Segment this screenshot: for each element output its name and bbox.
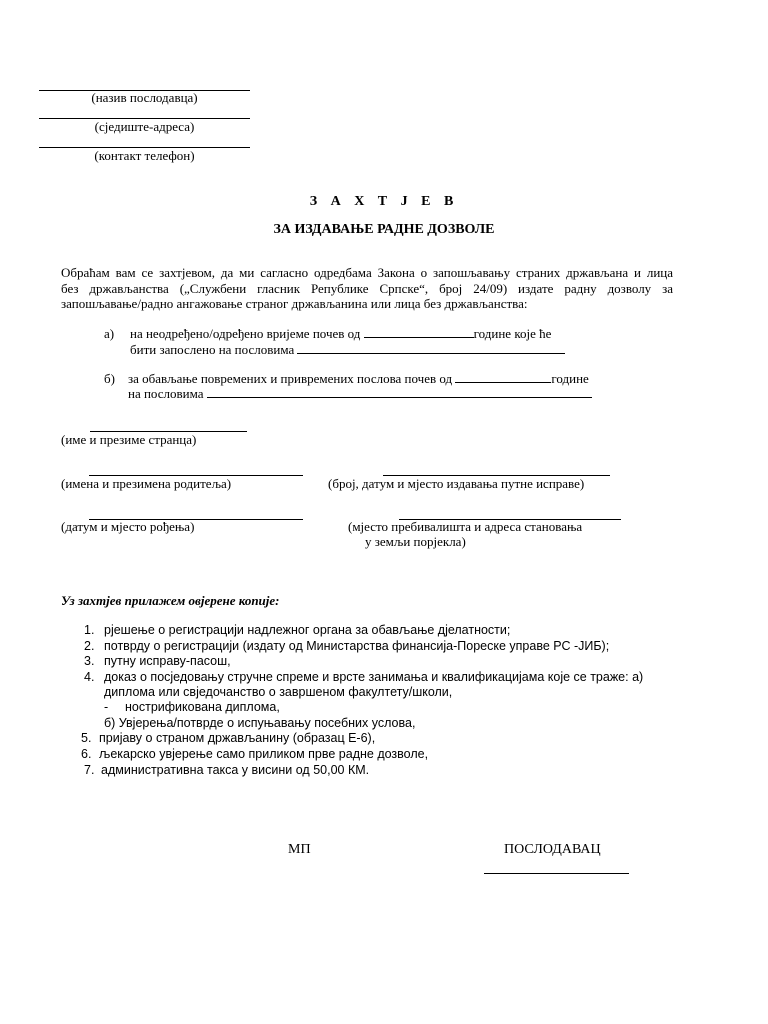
birth-label: (датум и мјесто рођења) — [61, 519, 195, 534]
option-b-jobs-text: на пословима — [128, 386, 204, 401]
attachment-num-5: 5. — [81, 731, 92, 745]
attachment-text-4b: б) Увјерења/потврде о испуњавању посебних услова, — [104, 716, 416, 730]
option-b-marker: б) — [104, 371, 115, 386]
document-subtitle: ЗА ИЗДАВАЊЕ РАДНЕ ДОЗВОЛЕ — [273, 222, 495, 237]
option-a-jobs-text: бити запослено на пословима — [130, 342, 295, 357]
option-b-jobs-blank[interactable] — [207, 386, 592, 398]
attachment-num-4: 4. — [84, 670, 95, 684]
attachment-text-7: административна такса у висини од 50,00 КМ. — [101, 763, 370, 777]
option-a-jobs-blank[interactable] — [297, 342, 565, 354]
option-a-year-text: године које ће — [473, 326, 552, 341]
option-a-line1 — [130, 326, 551, 342]
attachment-num-7: 7. — [84, 763, 95, 777]
attachment-text-4: доказ о посједовању стручне спреме и врсте занимања и квалификацијама које се траже: а) — [104, 670, 644, 684]
intro-paragraph — [61, 265, 673, 312]
option-a-line2 — [130, 342, 565, 358]
attachment-text-4-nostrified: нострификована диплома, — [125, 700, 280, 714]
attachment-text-3: путну исправу-пасош, — [104, 654, 231, 668]
attachment-num-2: 2. — [84, 639, 95, 653]
attachment-text-6: љекарско увјерење само приликом прве радне дозволе, — [99, 747, 429, 761]
option-a-start-text: на неодређено/одређено вријеме почев од — [130, 326, 361, 341]
intro-line-2: без држављанства („Службени гласник Републике Српске“, број 24/09) издате радну дозволу за — [61, 280, 673, 296]
attachment-dash: - — [104, 700, 109, 714]
employer-name-label: (назив послодавца) — [91, 90, 198, 105]
attachment-text-4-cont: диплома или свједочанство о завршеном факултету/школи, — [104, 685, 453, 699]
attachment-text-5: пријаву о страном држављанину (образац Е-6), — [99, 731, 376, 745]
residence-label-line2: у земљи порјекла) — [365, 534, 466, 549]
attachment-text-1: рјешење о регистрацији надлежног органа за обављање дјелатности; — [104, 623, 511, 637]
seat-address-label: (сједиште-адреса) — [94, 119, 195, 134]
option-b-start-date-blank[interactable] — [455, 371, 551, 383]
attachment-num-1: 1. — [84, 623, 95, 637]
option-a-start-date-blank[interactable] — [364, 326, 474, 338]
attachment-num-3: 3. — [84, 654, 95, 668]
option-b-line1 — [128, 371, 589, 387]
option-b-line2 — [128, 386, 592, 402]
parents-names-label: (имена и презимена родитеља) — [61, 476, 232, 491]
option-b-start-text: за обављање повремених и привремених послова почев од — [128, 371, 453, 386]
document-title: З А Х Т Ј Е В — [309, 194, 459, 209]
contact-phone-label: (контакт телефон) — [94, 148, 195, 163]
intro-line-1: Обраћам вам се захтјевом, да ми сагласно одредбама Закона о запошљавању страних држављана и лица — [61, 265, 673, 280]
option-a-marker: а) — [104, 326, 115, 341]
stamp-label: МП — [288, 842, 311, 857]
intro-line-3: запошљавање/радно ангажовање страног држављанина или лица без држављанства: — [61, 296, 528, 311]
option-b-year-text: године — [551, 371, 589, 386]
attachment-text-2: потврду о регистрацији (издату од Министарства финансија-Пореске управе РС -ЈИБ); — [104, 639, 610, 653]
travel-doc-label: (број, датум и мјесто издавања путне исправе) — [328, 476, 585, 491]
employer-signature-line[interactable] — [484, 873, 629, 874]
attachments-heading: Уз захтјев прилажем овјерене копије: — [61, 593, 280, 608]
residence-label-line1: (мјесто пребивалишта и адреса становања — [348, 519, 583, 534]
full-name-label: (име и презиме странца) — [61, 432, 197, 447]
employer-signature-label: ПОСЛОДАВАЦ — [504, 842, 601, 857]
attachment-num-6: 6. — [81, 747, 92, 761]
